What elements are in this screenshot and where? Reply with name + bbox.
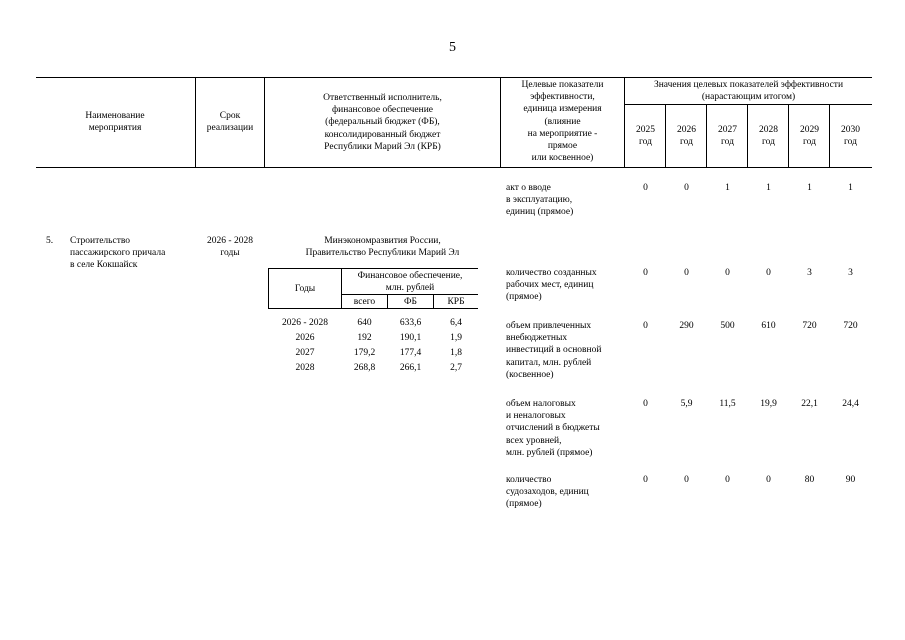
year-header: 2030 год bbox=[841, 125, 860, 148]
finance-col-total: всего bbox=[353, 297, 376, 307]
header-values-title: Значения целевых показателей эффективности (нарастающим итогом) bbox=[653, 80, 844, 103]
finance-fb: 190,1 bbox=[399, 333, 422, 343]
indicator-value: 90 bbox=[845, 475, 856, 485]
indicator-value: 19,9 bbox=[760, 399, 777, 409]
indicator-value: 0 bbox=[766, 268, 771, 278]
indicator-value: 0 bbox=[684, 475, 689, 485]
finance-top-rule bbox=[268, 268, 478, 269]
indicator-name: количество созданных рабочих мест, единиц (прямое) bbox=[506, 268, 597, 303]
finance-krb: 2,7 bbox=[450, 363, 462, 373]
indicator-value: 0 bbox=[643, 268, 648, 278]
finance-year: 2028 bbox=[295, 363, 315, 373]
finance-total: 640 bbox=[357, 318, 372, 328]
indicator-value: 0 bbox=[643, 399, 648, 409]
finance-year: 2026 bbox=[295, 333, 315, 343]
header-executor: Ответственный исполнитель, финансовое обеспечение (федеральный бюджет (ФБ), консолидированный бюджет Республики Марий Эл (КРБ) bbox=[323, 93, 442, 152]
finance-fb: 177,4 bbox=[399, 348, 422, 358]
indicator-value: 720 bbox=[843, 321, 858, 331]
header-bottom-rule bbox=[36, 167, 872, 168]
finance-krb: 1,9 bbox=[450, 333, 462, 343]
indicator-value: 1 bbox=[848, 183, 853, 193]
year-header: 2026 год bbox=[677, 125, 696, 148]
finance-col-krb: КРБ bbox=[447, 297, 465, 307]
indicator-value: 720 bbox=[802, 321, 817, 331]
header-term: Срок реализации bbox=[206, 111, 254, 134]
year-header: 2029 год bbox=[800, 125, 819, 148]
measure-number: 5. bbox=[46, 236, 54, 246]
finance-total: 268,8 bbox=[353, 363, 376, 373]
indicator-value: 0 bbox=[643, 475, 648, 485]
header-indicators: Целевые показатели эффективности, единица измерения (влияние на мероприятие - прямое или косвенное) bbox=[521, 80, 604, 164]
year-header: 2027 год bbox=[718, 125, 737, 148]
indicator-value: 1 bbox=[807, 183, 812, 193]
finance-total: 179,2 bbox=[353, 348, 376, 358]
indicator-value: 11,5 bbox=[719, 399, 736, 409]
indicator-value: 0 bbox=[684, 268, 689, 278]
indicator-name: объем налоговых и неналоговых отчислений в бюджеты всех уровней, млн. рублей (прямое) bbox=[506, 399, 600, 458]
indicator-value: 0 bbox=[725, 268, 730, 278]
indicator-value: 24,4 bbox=[842, 399, 859, 409]
indicator-value: 0 bbox=[725, 475, 730, 485]
measure-name: Строительство пассажирского причала в селе Кокшайск bbox=[70, 236, 166, 271]
indicator-value: 0 bbox=[766, 475, 771, 485]
indicator-name: количество судозаходов, единиц (прямое) bbox=[506, 475, 589, 510]
finance-total: 192 bbox=[357, 333, 372, 343]
year-header: 2028 год bbox=[759, 125, 778, 148]
finance-year: 2026 - 2028 bbox=[282, 318, 328, 328]
finance-years-header: Годы bbox=[294, 284, 316, 294]
indicator-value: 80 bbox=[804, 475, 815, 485]
measure-term: 2026 - 2028 годы bbox=[207, 236, 253, 259]
finance-year: 2027 bbox=[295, 348, 315, 358]
indicator-name: акт о вводе в эксплуатацию, единиц (прямое) bbox=[506, 183, 574, 218]
indicator-value: 0 bbox=[643, 183, 648, 193]
indicator-value: 3 bbox=[807, 268, 812, 278]
header-name: Наименование мероприятия bbox=[85, 111, 145, 134]
indicator-value: 22,1 bbox=[801, 399, 818, 409]
indicator-value: 0 bbox=[684, 183, 689, 193]
finance-header: Финансовое обеспечение, млн. рублей bbox=[357, 271, 463, 294]
finance-fb: 266,1 bbox=[399, 363, 422, 373]
indicator-value: 0 bbox=[643, 321, 648, 331]
indicator-value: 5,9 bbox=[680, 399, 693, 409]
indicator-value: 3 bbox=[848, 268, 853, 278]
measure-executor: Минэкономразвития России, Правительство Республики Марий Эл bbox=[305, 236, 460, 259]
values-title-rule bbox=[624, 104, 872, 105]
indicator-value: 610 bbox=[761, 321, 776, 331]
finance-krb: 6,4 bbox=[450, 318, 462, 328]
finance-krb: 1,8 bbox=[450, 348, 462, 358]
table-top-rule bbox=[36, 77, 872, 78]
finance-fb: 633,6 bbox=[399, 318, 422, 328]
indicator-value: 1 bbox=[766, 183, 771, 193]
page-number: 5 bbox=[449, 40, 456, 55]
indicator-value: 500 bbox=[720, 321, 735, 331]
year-header: 2025 год bbox=[636, 125, 655, 148]
indicator-value: 290 bbox=[679, 321, 694, 331]
indicator-name: объем привлеченных внебюджетных инвестиций в основной капитал, млн. рублей (косвенное) bbox=[506, 321, 602, 380]
finance-col-fb: ФБ bbox=[404, 297, 417, 307]
indicator-value: 1 bbox=[725, 183, 730, 193]
